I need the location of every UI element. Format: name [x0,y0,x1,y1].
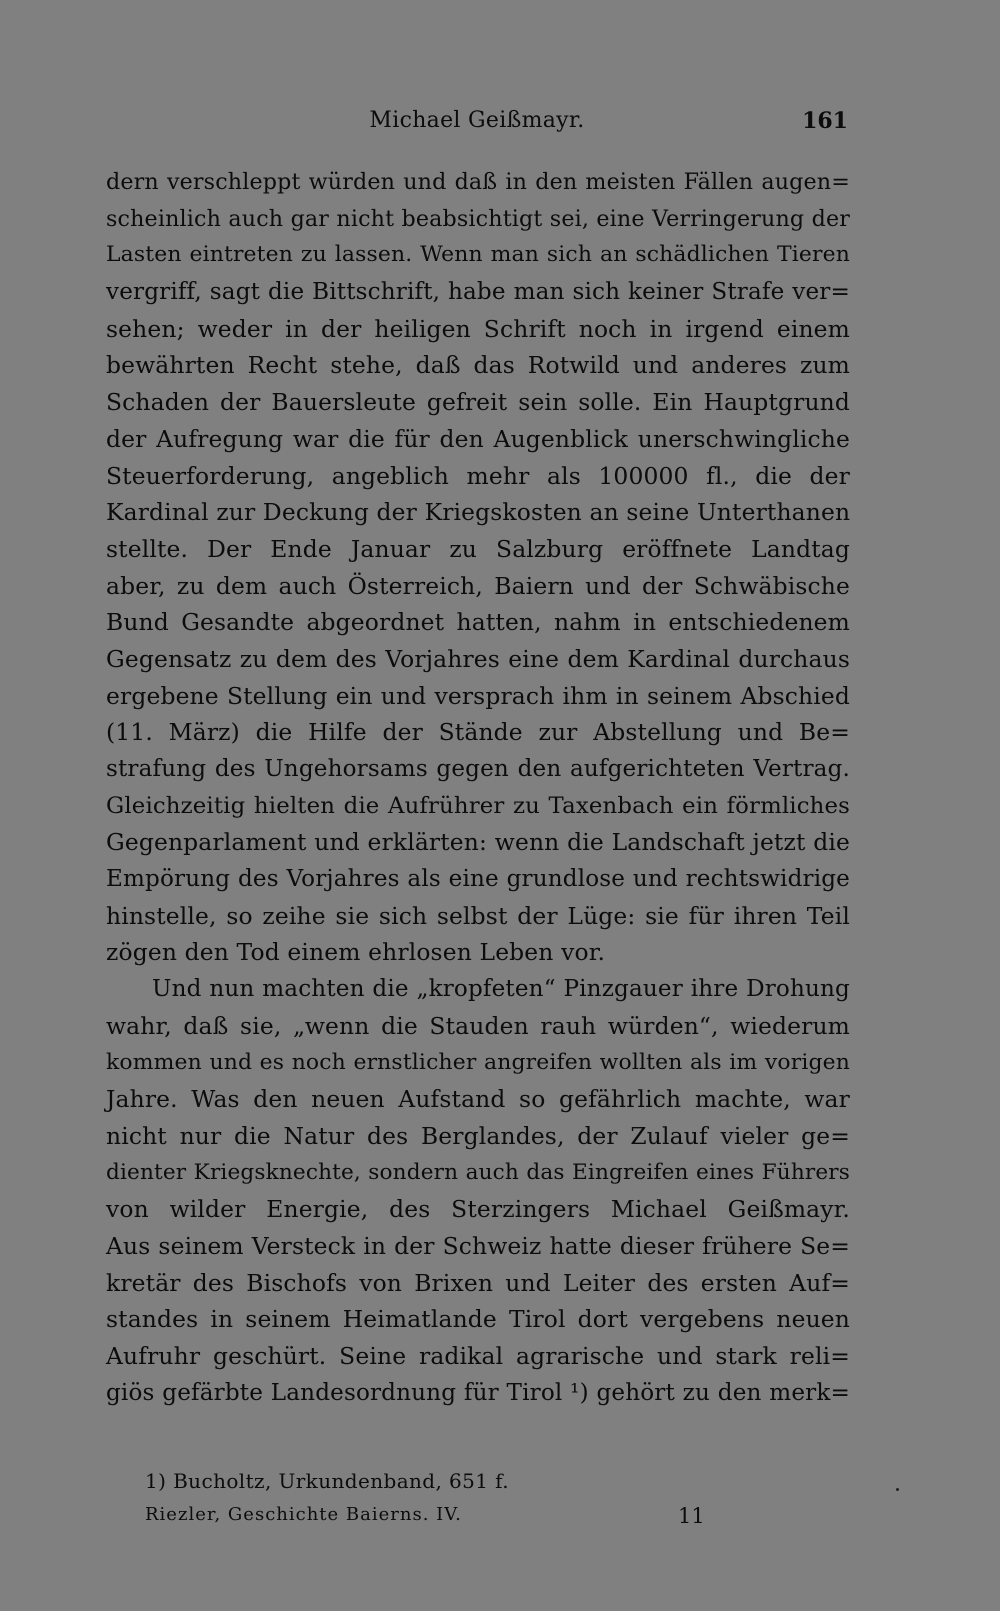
text-line: aber, zu dem auch Österreich, Baiern und der Schwäbische [106,571,850,600]
text-line: Gegensatz zu dem des Vorjahres eine dem Kardinal durchaus [106,644,850,673]
text-line: dern verschleppt würden und daß in den meisten Fällen augen= [106,169,850,195]
text-line: Aus seinem Versteck in der Schweiz hatte dieser frühere Se= [106,1231,850,1260]
body-text [106,164,850,1411]
text-line: standes in seinem Heimatlande Tirol dort vergebens neuen [106,1305,850,1334]
text-line: wahr, daß sie, „wenn die Stauden rauh würden“, wiederum [106,1011,850,1040]
text-line: strafung des Ungehorsams gegen den aufgerichteten Vertrag. [106,756,850,782]
page-header [106,108,848,144]
text-line: Kardinal zur Deckung der Kriegskosten an seine Unterthanen [106,498,851,527]
text-line: Lasten eintreten zu lassen. Wenn man sich an schädlichen Tieren [106,242,850,268]
text-line: kretär des Bischofs von Brixen und Leiter des ersten Auf= [106,1268,850,1297]
printer-signature-line [145,1504,705,1532]
text-line: zögen den Tod einem ehrlosen Leben vor. [106,938,606,967]
text-line: stellte. Der Ende Januar zu Salzburg eröffnete Landtag [106,534,850,563]
text-line: Jahre. Was den neuen Aufstand so gefährlich machte, war [106,1085,850,1114]
text-line: giös gefärbte Landesordnung für Tirol ¹) gehört zu den merk= [106,1379,850,1406]
text-line: Gegenparlament und erklärten: wenn die Landschaft jetzt die [106,828,850,857]
text-line: scheinlich auch gar nicht beabsichtigt sei, eine Verringerung der [106,205,850,232]
text-line: bewährten Recht stehe, daß das Rotwild und anderes zum [106,351,850,380]
ink-speck [896,1488,899,1491]
text-line: hinstelle, so zeihe sie sich selbst der Lüge: sie für ihren Teil [106,901,850,930]
footnote: 1) Bucholtz, Urkundenband, 651 f. [145,1469,509,1493]
page-number: 161 [802,108,848,134]
text-line: Aufruhr geschürt. Seine radikal agrarische und stark reli= [106,1342,850,1370]
text-line: Schaden der Bauersleute gefreit sein solle. Ein Hauptgrund [106,388,850,417]
running-title: Michael Geißmayr. [369,108,585,133]
text-line: ergebene Stellung ein und versprach ihm in seinem Abschied [106,681,850,710]
text-line: Steuerforderung, angeblich mehr als 100000 fl., die der [106,461,850,490]
text-line: dienter Kriegsknechte, sondern auch das Eingreifen eines Führers [106,1159,850,1185]
text-line: sehen; weder in der heiligen Schrift noch in irgend einem [106,314,850,343]
text-line: von wilder Energie, des Sterzingers Michael Geißmayr. [106,1195,850,1224]
signature-mark: 11 [678,1504,705,1528]
text-line: Empörung des Vorjahres als eine grundlose und rechtswidrige [106,866,850,893]
text-line: (11. März) die Hilfe der Stände zur Abstellung und Be= [106,718,850,747]
paragraph-start-line: Und nun machten die „kropfeten“ Pinzgauer ihre Drohung [152,976,850,1003]
text-line: Bund Gesandte abgeordnet hatten, nahm in entschiedenem [106,608,850,637]
signature-text: Riezler, Geschichte Baierns. IV. [145,1504,462,1525]
text-line: kommen und es noch ernstlicher angreifen wollten als im vorigen [106,1049,850,1075]
text-line: vergriff, sagt die Bittschrift, habe man sich keiner Strafe ver= [106,279,850,306]
text-line: der Aufregung war die für den Augenblick unerschwingliche [106,424,850,453]
text-line: nicht nur die Natur des Berglandes, der Zulauf vieler ge= [106,1121,850,1150]
text-line: Gleichzeitig hielten die Aufrührer zu Taxenbach ein förmliches [106,792,850,819]
